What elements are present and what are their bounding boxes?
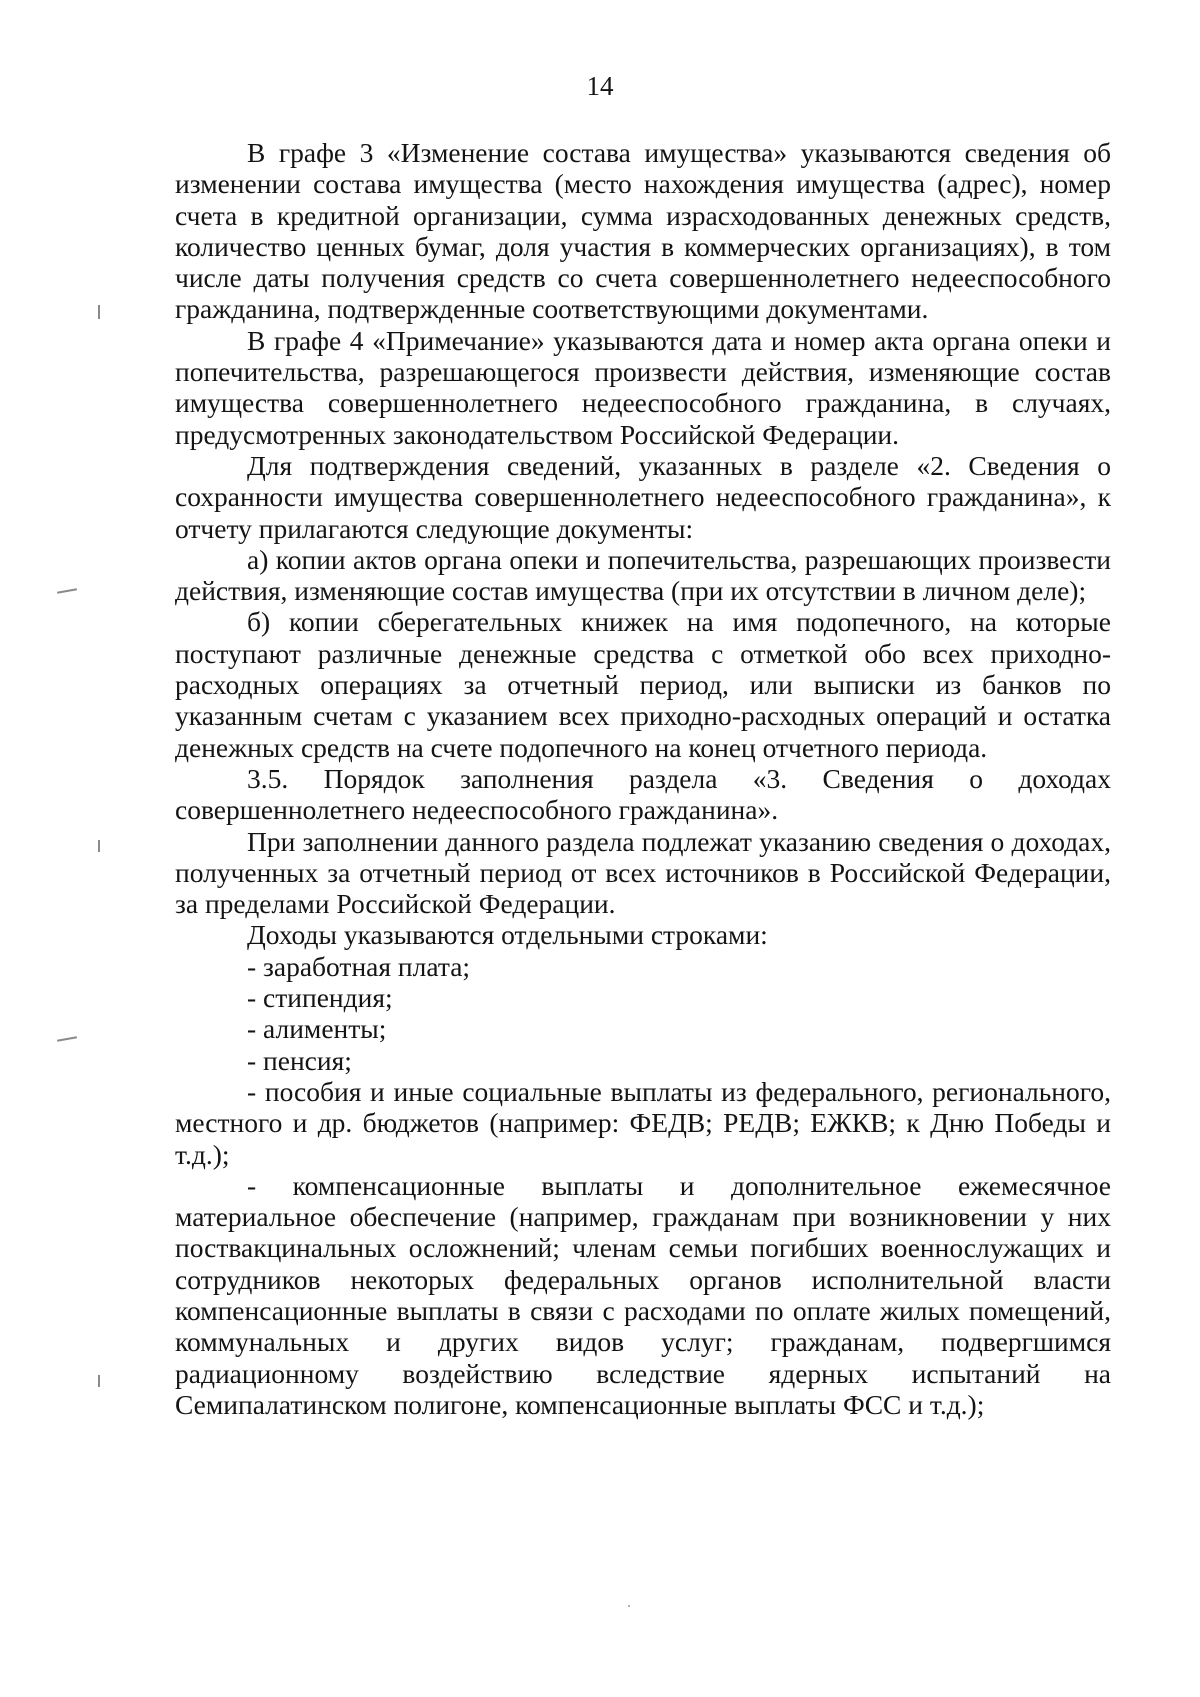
scan-mark	[98, 840, 100, 852]
paragraph-column-3-description: В графе 3 «Изменение состава имущества» указываются сведения об изменении состава имущества (место нахождения имущества (адрес), номер счета в кредитной организации, сумма израсходованных денежных средств, количество ценных бумаг, доля участия в коммерческих организациях), в том числе даты получения средств со счета совершеннолетнего недееспособного гражданина, подтвержденные соответствующими документами.	[175, 137, 1111, 325]
paragraph-item-a: а) копии актов органа опеки и попечительства, разрешающих произвести действия, изменяющие состав имущества (при их отсутствии в личном деле);	[175, 543, 1111, 607]
list-item-pension: - пенсия;	[247, 1044, 352, 1076]
list-item-alimony: - алименты;	[247, 1013, 387, 1045]
document-body	[175, 137, 1111, 1420]
paragraph-section-3-5-heading: 3.5. Порядок заполнения раздела «3. Сведения о доходах совершеннолетнего недееспособного гражданина».	[175, 762, 1111, 826]
page-number: 14	[586, 71, 614, 101]
scan-mark	[98, 1375, 100, 1387]
scan-mark	[628, 1605, 630, 1607]
paragraph-section-2-documents: Для подтверждения сведений, указанных в разделе «2. Сведения о сохранности имущества совершеннолетнего недееспособного гражданина», к отчету прилагаются следующие документы:	[175, 449, 1111, 544]
scan-mark	[57, 1036, 77, 1041]
paragraph-column-4-description: В графе 4 «Примечание» указываются дата и номер акта органа опеки и попечительства, разрешающегося произвести действия, изменяющие состав имущества совершеннолетнего недееспособного гражданина, в случаях, предусмотренных законодательством Российской Федерации.	[175, 324, 1111, 450]
list-item-benefits: - пособия и иные социальные выплаты из федерального, регионального, местного и др. бюджетов (например: ФЕДВ; РЕДВ; ЕЖКВ; к Дню Победы и т.д.);	[175, 1075, 1111, 1170]
paragraph-item-b: б) копии сберегательных книжек на имя подопечного, на которые поступают различные денежные средства с отметкой обо всех приходно-расходных операциях за отчетный период, или выписки из банков по указанным счетам с указанием всех приходно-расходных операций и остатка денежных средств на счете подопечного на конец отчетного периода.	[175, 606, 1111, 763]
paragraph-income-lines-intro: Доходы указываются отдельными строками:	[247, 919, 768, 951]
paragraph-income-info: При заполнении данного раздела подлежат указанию сведения о доходах, полученных за отчетный период от всех источников в Российской Федерации, за пределами Российской Федерации.	[175, 825, 1111, 920]
list-item-scholarship: - стипендия;	[247, 982, 393, 1014]
list-item-salary: - заработная плата;	[247, 950, 471, 982]
scan-mark	[57, 588, 77, 593]
list-item-compensation: - компенсационные выплаты и дополнительное ежемесячное материальное обеспечение (например, гражданам при возникновении у них поствакцинальных осложнений; членам семьи погибших военнослужащих и сотрудников некоторых федеральных органов исполнительной власти компенсационные выплаты в связи с расходами по оплате жилых помещений, коммунальных и других видов услуг; гражданам, подвергшимся радиационному воздействию вследствие ядерных испытаний на Семипалатинском полигоне, компенсационные выплаты ФСС и т.д.);	[175, 1169, 1111, 1420]
scan-mark	[98, 305, 100, 319]
